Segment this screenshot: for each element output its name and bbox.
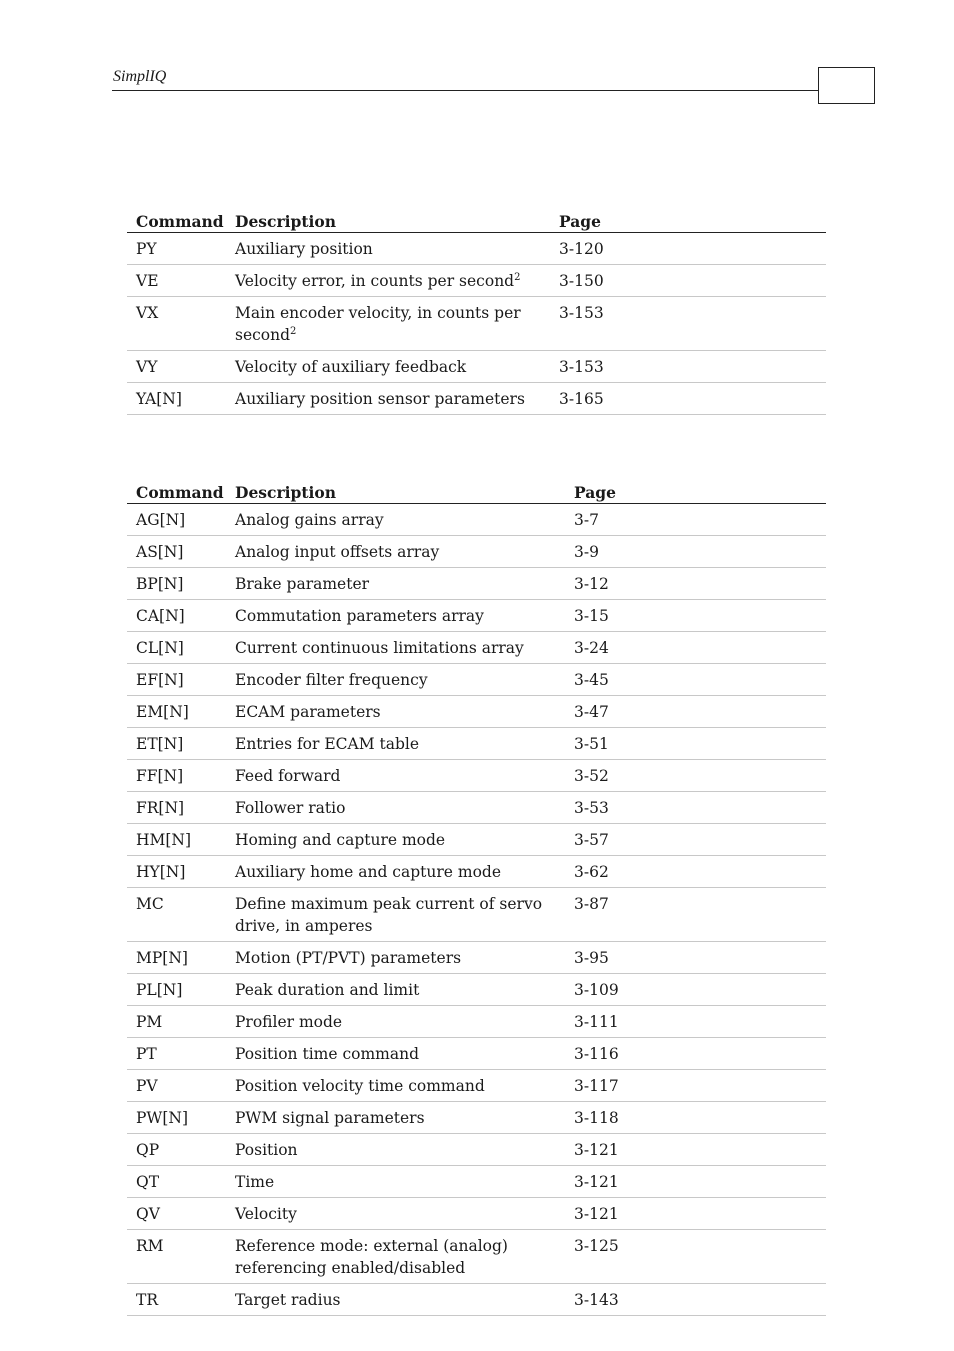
page-cell: 3-109 <box>565 974 826 1006</box>
page-cell: 3-7 <box>565 504 826 536</box>
command-cell: FF[N] <box>127 760 226 792</box>
command-cell: PL[N] <box>127 974 226 1006</box>
page-cell: 3-121 <box>565 1198 826 1230</box>
command-table-2 <box>127 481 826 1316</box>
command-cell: HM[N] <box>127 824 226 856</box>
page-cell: 3-52 <box>565 760 826 792</box>
description-text: Peak duration and limit <box>235 981 420 999</box>
description-text: Define maximum peak current of servo drive, in amperes <box>235 895 543 935</box>
command-cell: EF[N] <box>127 664 226 696</box>
description-text: Main encoder velocity, in counts per second <box>235 304 521 344</box>
table-row <box>127 974 826 1006</box>
table-row <box>127 760 826 792</box>
command-cell: MC <box>127 888 226 942</box>
table-row <box>127 664 826 696</box>
description-text: Time <box>235 1173 275 1191</box>
command-cell: BP[N] <box>127 568 226 600</box>
page-cell: 3-121 <box>565 1166 826 1198</box>
column-header-command: Command <box>127 210 226 233</box>
description-cell <box>226 265 550 297</box>
footnote-marker: 2 <box>514 272 521 283</box>
command-cell: PT <box>127 1038 226 1070</box>
command-cell: PM <box>127 1006 226 1038</box>
command-cell: TR <box>127 1284 226 1316</box>
table-row <box>127 1038 826 1070</box>
table-row <box>127 942 826 974</box>
description-text: Auxiliary home and capture mode <box>235 863 501 881</box>
description-cell <box>226 297 550 351</box>
table-row <box>127 728 826 760</box>
table-row <box>127 792 826 824</box>
header-rule <box>112 90 819 91</box>
command-cell: MP[N] <box>127 942 226 974</box>
page-cell: 3-62 <box>565 856 826 888</box>
column-header-command: Command <box>127 481 226 504</box>
table-row <box>127 1102 826 1134</box>
table-row <box>127 632 826 664</box>
column-header-page: Page <box>565 481 826 504</box>
table-row <box>127 297 826 351</box>
description-text: Position time command <box>235 1045 420 1063</box>
page-cell: 3-57 <box>565 824 826 856</box>
description-cell <box>226 760 565 792</box>
description-text: Auxiliary position <box>235 240 373 258</box>
command-cell: CA[N] <box>127 600 226 632</box>
table-row <box>127 888 826 942</box>
description-text: Velocity of auxiliary feedback <box>235 358 467 376</box>
description-text: Analog input offsets array <box>235 543 440 561</box>
description-text: Follower ratio <box>235 799 346 817</box>
command-cell: RM <box>127 1230 226 1284</box>
table-row <box>127 856 826 888</box>
table-row <box>127 383 826 415</box>
table-row <box>127 504 826 536</box>
description-text: PWM signal parameters <box>235 1109 425 1127</box>
description-cell <box>226 1038 565 1070</box>
page-cell: 3-47 <box>565 696 826 728</box>
description-cell <box>226 856 565 888</box>
table-row <box>127 568 826 600</box>
description-text: Motion (PT/PVT) parameters <box>235 949 462 967</box>
description-cell <box>226 1166 565 1198</box>
page-cell: 3-45 <box>565 664 826 696</box>
page-cell: 3-116 <box>565 1038 826 1070</box>
table-row <box>127 233 826 265</box>
command-cell: QT <box>127 1166 226 1198</box>
description-cell <box>226 568 565 600</box>
description-text: Analog gains array <box>235 511 384 529</box>
description-cell <box>226 792 565 824</box>
table-row <box>127 824 826 856</box>
header-title: SimplIQ <box>113 68 167 85</box>
description-cell <box>226 600 565 632</box>
table-row <box>127 1230 826 1284</box>
page-cell: 3-51 <box>565 728 826 760</box>
command-cell: PW[N] <box>127 1102 226 1134</box>
description-cell <box>226 888 565 942</box>
description-text: Target radius <box>235 1291 341 1309</box>
description-text: Homing and capture mode <box>235 831 446 849</box>
command-cell: QV <box>127 1198 226 1230</box>
command-cell: VE <box>127 265 226 297</box>
footnote-marker: 2 <box>290 326 297 337</box>
page-cell: 3-120 <box>550 233 826 265</box>
description-cell <box>226 824 565 856</box>
description-cell <box>226 504 565 536</box>
table-row <box>127 1134 826 1166</box>
description-cell <box>226 632 565 664</box>
description-text: Position velocity time command <box>235 1077 485 1095</box>
command-cell: YA[N] <box>127 383 226 415</box>
description-cell <box>226 536 565 568</box>
table-row <box>127 351 826 383</box>
description-cell <box>226 974 565 1006</box>
page-number-box <box>818 67 875 104</box>
column-header-page: Page <box>550 210 826 233</box>
description-cell <box>226 942 565 974</box>
command-cell: ET[N] <box>127 728 226 760</box>
page-cell: 3-15 <box>565 600 826 632</box>
table-row <box>127 265 826 297</box>
description-cell <box>226 1284 565 1316</box>
column-header-description: Description <box>226 481 565 504</box>
page-cell: 3-24 <box>565 632 826 664</box>
description-cell <box>226 1006 565 1038</box>
page-cell: 3-111 <box>565 1006 826 1038</box>
table-row <box>127 1166 826 1198</box>
description-text: Encoder filter frequency <box>235 671 428 689</box>
description-text: Reference mode: external (analog) referencing enabled/disabled <box>235 1237 508 1277</box>
description-cell <box>226 1070 565 1102</box>
page-cell: 3-9 <box>565 536 826 568</box>
description-cell <box>226 1198 565 1230</box>
page-cell: 3-153 <box>550 351 826 383</box>
table-row <box>127 696 826 728</box>
description-cell <box>226 383 550 415</box>
command-cell: AG[N] <box>127 504 226 536</box>
description-text: Position <box>235 1141 298 1159</box>
column-header-description: Description <box>226 210 550 233</box>
command-cell: CL[N] <box>127 632 226 664</box>
description-text: Brake parameter <box>235 575 370 593</box>
description-text: Feed forward <box>235 767 341 785</box>
table-row <box>127 1198 826 1230</box>
description-cell <box>226 1230 565 1284</box>
page-cell: 3-150 <box>550 265 826 297</box>
command-cell: HY[N] <box>127 856 226 888</box>
page-cell: 3-53 <box>565 792 826 824</box>
description-cell <box>226 1134 565 1166</box>
table-row <box>127 1070 826 1102</box>
command-cell: FR[N] <box>127 792 226 824</box>
description-text: Profiler mode <box>235 1013 343 1031</box>
command-cell: VX <box>127 297 226 351</box>
command-cell: PY <box>127 233 226 265</box>
description-cell <box>226 1102 565 1134</box>
page-cell: 3-153 <box>550 297 826 351</box>
description-text: Velocity <box>235 1205 297 1223</box>
table-header-row <box>127 210 826 233</box>
description-text: Current continuous limitations array <box>235 639 524 657</box>
description-cell <box>226 233 550 265</box>
description-cell <box>226 351 550 383</box>
page-cell: 3-12 <box>565 568 826 600</box>
description-cell <box>226 696 565 728</box>
description-text: Velocity error, in counts per second <box>235 272 515 290</box>
table-header-row <box>127 481 826 504</box>
page-cell: 3-87 <box>565 888 826 942</box>
command-cell: AS[N] <box>127 536 226 568</box>
description-cell <box>226 728 565 760</box>
page-cell: 3-143 <box>565 1284 826 1316</box>
command-cell: QP <box>127 1134 226 1166</box>
table-row <box>127 1006 826 1038</box>
page-cell: 3-165 <box>550 383 826 415</box>
page-cell: 3-95 <box>565 942 826 974</box>
description-text: Entries for ECAM table <box>235 735 420 753</box>
command-cell: VY <box>127 351 226 383</box>
command-cell: PV <box>127 1070 226 1102</box>
page-cell: 3-121 <box>565 1134 826 1166</box>
table-row <box>127 600 826 632</box>
description-cell <box>226 664 565 696</box>
command-table-1 <box>127 210 826 415</box>
description-text: ECAM parameters <box>235 703 381 721</box>
description-text: Commutation parameters array <box>235 607 484 625</box>
table-row <box>127 1284 826 1316</box>
page-cell: 3-118 <box>565 1102 826 1134</box>
table-row <box>127 536 826 568</box>
description-text: Auxiliary position sensor parameters <box>235 390 525 408</box>
command-cell: EM[N] <box>127 696 226 728</box>
page-cell: 3-125 <box>565 1230 826 1284</box>
page-cell: 3-117 <box>565 1070 826 1102</box>
